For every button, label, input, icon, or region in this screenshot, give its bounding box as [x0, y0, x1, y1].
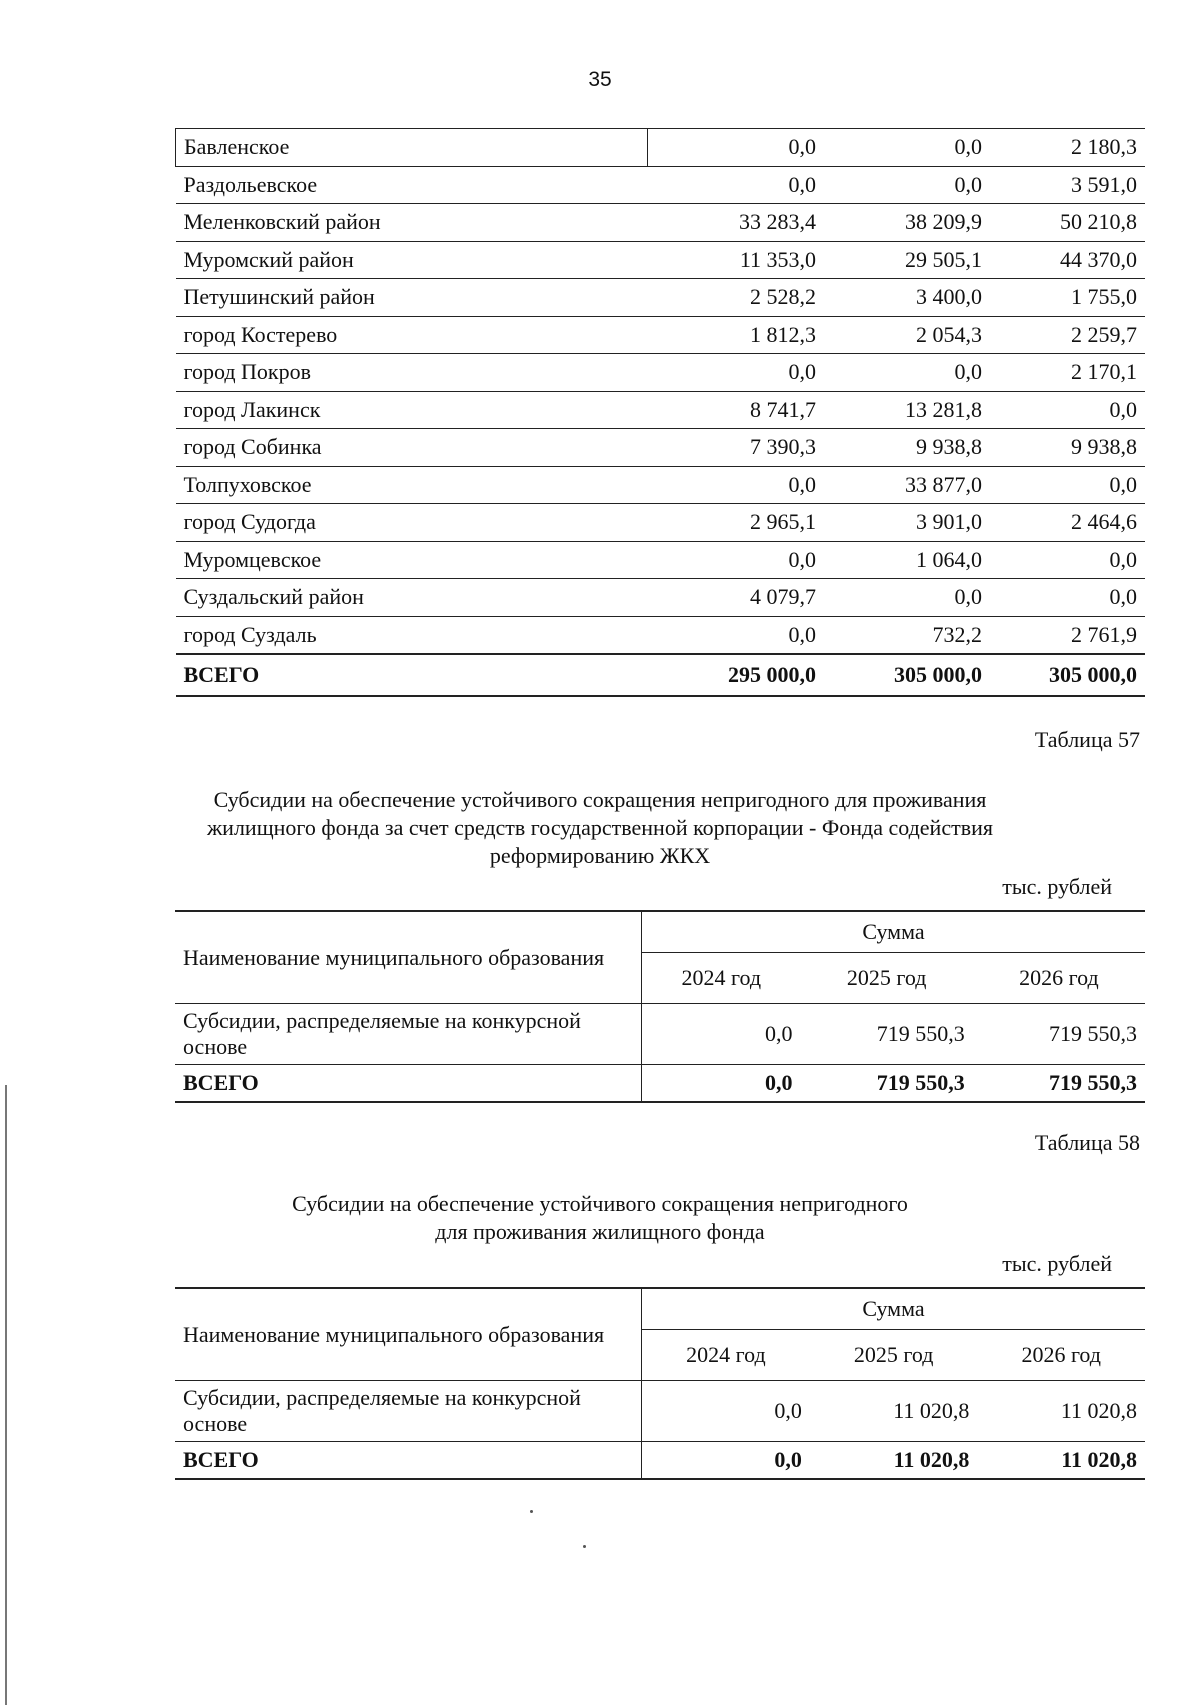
table-row [176, 541, 1146, 579]
cell-2025: 33 877,0 [824, 466, 990, 504]
cell-2025: 38 209,9 [824, 204, 990, 242]
row-name: Петушинский район [176, 279, 648, 317]
table-row [176, 204, 1146, 242]
cell-2025: 13 281,8 [824, 391, 990, 429]
total-row [175, 1065, 1145, 1103]
table-row [176, 241, 1146, 279]
cell-2026: 44 370,0 [990, 241, 1145, 279]
total-2025: 305 000,0 [824, 654, 990, 696]
table-58 [175, 1287, 1145, 1480]
cell-2024: 33 283,4 [648, 204, 825, 242]
total-2025: 11 020,8 [810, 1442, 978, 1480]
cell-2026: 0,0 [990, 541, 1145, 579]
cell-2026: 2 259,7 [990, 316, 1145, 354]
row-name: Толпуховское [176, 466, 648, 504]
cell-2026: 719 550,3 [973, 1004, 1145, 1065]
row-name: Бавленское [176, 129, 648, 167]
row-name: город Собинка [176, 429, 648, 467]
cell-2026: 11 020,8 [977, 1381, 1145, 1442]
caption-line: реформированию ЖКХ [489, 843, 711, 868]
table-56-continuation [175, 128, 1145, 697]
row-name: Муромский район [176, 241, 648, 279]
cell-2026: 0,0 [990, 579, 1145, 617]
table-57-units: тыс. рублей [1002, 874, 1112, 899]
table-row [176, 504, 1146, 542]
cell-2024: 11 353,0 [648, 241, 825, 279]
table-58-caption [0, 1190, 1200, 1246]
cell-2024: 2 965,1 [648, 504, 825, 542]
table-row [176, 279, 1146, 317]
row-name: город Лакинск [176, 391, 648, 429]
cell-2025: 0,0 [824, 354, 990, 392]
cell-2026: 2 464,6 [990, 504, 1145, 542]
table-row [175, 1004, 1145, 1065]
scan-edge-line [5, 1085, 7, 1705]
total-2026: 11 020,8 [977, 1442, 1145, 1480]
column-header-2026: 2026 год [1019, 965, 1099, 990]
cell-2025: 0,0 [824, 129, 990, 167]
cell-2025: 29 505,1 [824, 241, 990, 279]
cell-2026: 9 938,8 [990, 429, 1145, 467]
row-name-line: основе [183, 1034, 248, 1059]
cell-2024: 4 079,7 [648, 579, 825, 617]
caption-line: Субсидии на обеспечение устойчивого сокращения непригодного для проживания [213, 787, 987, 812]
row-name: Раздольевское [176, 166, 648, 204]
cell-2024: 2 528,2 [648, 279, 825, 317]
total-row [175, 1442, 1145, 1480]
row-name [175, 1004, 642, 1065]
total-label: ВСЕГО [175, 1442, 642, 1480]
cell-2024: 7 390,3 [648, 429, 825, 467]
total-label: ВСЕГО [176, 654, 648, 696]
cell-2026: 2 170,1 [990, 354, 1145, 392]
page-number: 35 [588, 68, 612, 91]
total-2024: 0,0 [642, 1065, 801, 1103]
cell-2024: 1 812,3 [648, 316, 825, 354]
table-57-caption [0, 786, 1200, 870]
column-header-name: Наименование муниципального образования [175, 911, 642, 1004]
table-row [176, 616, 1146, 654]
total-2024: 295 000,0 [648, 654, 825, 696]
table-row [176, 429, 1146, 467]
cell-2024: 8 741,7 [648, 391, 825, 429]
cell-2025: 9 938,8 [824, 429, 990, 467]
cell-2026: 2 180,3 [990, 129, 1145, 167]
scan-speck [583, 1545, 586, 1548]
column-header-2025: 2025 год [846, 965, 927, 990]
column-header-2025: 2025 год [853, 1342, 934, 1367]
cell-2024: 0,0 [648, 466, 825, 504]
total-2026: 719 550,3 [973, 1065, 1145, 1103]
cell-2024: 0,0 [648, 541, 825, 579]
column-header-sum: Сумма [642, 1288, 1146, 1330]
column-header-sum: Сумма [642, 911, 1146, 953]
table-row [176, 391, 1146, 429]
total-2025: 719 550,3 [801, 1065, 973, 1103]
column-header-2026: 2026 год [1021, 1342, 1101, 1367]
cell-2024: 0,0 [648, 354, 825, 392]
total-2024: 0,0 [642, 1442, 810, 1480]
caption-line: Субсидии на обеспечение устойчивого сокращения непригодного [292, 1191, 908, 1216]
total-row [176, 654, 1146, 696]
row-name: Муромцевское [176, 541, 648, 579]
cell-2025: 0,0 [824, 579, 990, 617]
table-row [176, 466, 1146, 504]
row-name-line: Субсидии, распределяемые на конкурсной [183, 1008, 581, 1033]
cell-2026: 1 755,0 [990, 279, 1145, 317]
table-row [176, 166, 1146, 204]
table-57-label: Таблица 57 [1034, 727, 1140, 752]
cell-2025: 3 901,0 [824, 504, 990, 542]
row-name: город Судогда [176, 504, 648, 542]
row-name: Суздальский район [176, 579, 648, 617]
table-row [176, 129, 1146, 167]
column-header-2024: 2024 год [681, 965, 762, 990]
cell-2024: 0,0 [642, 1381, 810, 1442]
cell-2025: 11 020,8 [810, 1381, 978, 1442]
row-name: Меленковский район [176, 204, 648, 242]
scan-speck [530, 1510, 533, 1513]
cell-2024: 0,0 [648, 129, 825, 167]
cell-2025: 1 064,0 [824, 541, 990, 579]
table-row [176, 316, 1146, 354]
row-name [175, 1381, 642, 1442]
cell-2024: 0,0 [642, 1004, 801, 1065]
cell-2025: 2 054,3 [824, 316, 990, 354]
row-name: город Покров [176, 354, 648, 392]
row-name-line: основе [183, 1411, 248, 1436]
column-header-name: Наименование муниципального образования [175, 1288, 642, 1381]
cell-2025: 719 550,3 [801, 1004, 973, 1065]
cell-2026: 50 210,8 [990, 204, 1145, 242]
caption-line: жилищного фонда за счет средств государственной корпорации - Фонда содействия [206, 815, 993, 840]
table-row [176, 579, 1146, 617]
cell-2026: 3 591,0 [990, 166, 1145, 204]
cell-2024: 0,0 [648, 166, 825, 204]
total-label: ВСЕГО [175, 1065, 642, 1103]
cell-2024: 0,0 [648, 616, 825, 654]
cell-2026: 0,0 [990, 466, 1145, 504]
total-2026: 305 000,0 [990, 654, 1145, 696]
cell-2025: 732,2 [824, 616, 990, 654]
cell-2026: 0,0 [990, 391, 1145, 429]
row-name-line: Субсидии, распределяемые на конкурсной [183, 1385, 581, 1410]
row-name: город Костерево [176, 316, 648, 354]
cell-2025: 3 400,0 [824, 279, 990, 317]
cell-2026: 2 761,9 [990, 616, 1145, 654]
cell-2025: 0,0 [824, 166, 990, 204]
column-header-2024: 2024 год [686, 1342, 766, 1367]
table-57 [175, 910, 1145, 1103]
row-name: город Суздаль [176, 616, 648, 654]
table-58-units: тыс. рублей [1002, 1251, 1112, 1276]
caption-line: для проживания жилищного фонда [435, 1219, 765, 1244]
table-row [175, 1381, 1145, 1442]
table-58-label: Таблица 58 [1034, 1130, 1140, 1155]
table-row [176, 354, 1146, 392]
